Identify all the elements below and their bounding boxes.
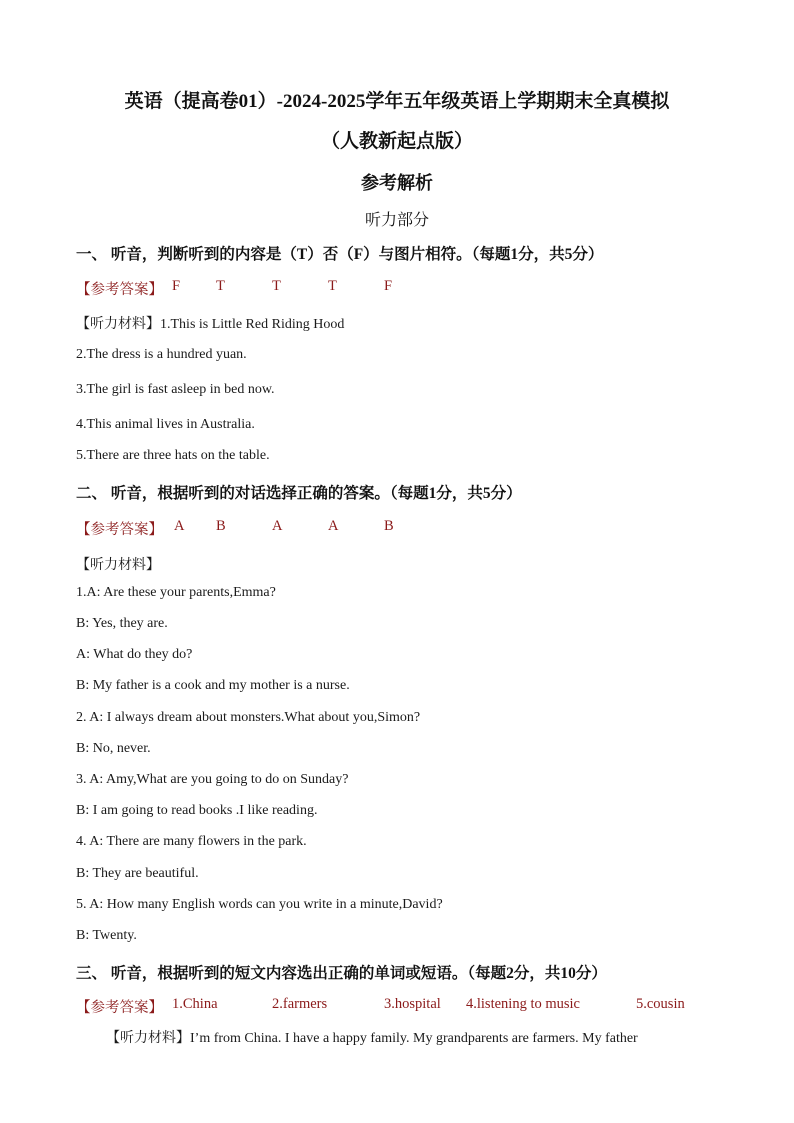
answer-label: 【参考答案】 [76, 522, 163, 538]
answer-item: A [272, 518, 283, 534]
answer-item: F [384, 278, 393, 294]
answer-item: 3.hospital [384, 996, 441, 1012]
dialogue-line: B: My father is a cook and my mother is a nurse. [76, 678, 350, 693]
section-1-answer-row [76, 278, 476, 298]
answer-label: 【参考答案】 [76, 1000, 163, 1016]
section-2-title: 二、 听音，根据听到的对话选择正确的答案。（每题1分，共5分） [76, 485, 522, 502]
listening-material-line: 4.This animal lives in Australia. [76, 417, 255, 432]
answer-item: F [172, 278, 181, 294]
dialogue-line: B: Twenty. [76, 928, 137, 943]
section-3-title: 三、 听音，根据听到的短文内容选出正确的单词或短语。（每题2分，共10分） [76, 965, 607, 982]
listening-material-line [76, 313, 344, 333]
dialogue-line: B: They are beautiful. [76, 866, 199, 881]
document-title: 英语（提高卷01）-2024-2025学年五年级英语上学期期末全真模拟 [124, 91, 670, 112]
answer-item: A [174, 518, 185, 534]
answer-item: 1.China [172, 996, 218, 1012]
material-text: I’m from China. I have a happy family. My grandparents are farmers. My father [190, 1031, 638, 1046]
answer-item: A [328, 518, 339, 534]
material-label: 【听力材料】 [76, 558, 160, 573]
dialogue-line: A: What do they do? [76, 647, 193, 662]
material-text: 1.This is Little Red Riding Hood [160, 317, 345, 332]
dialogue-line: 2. A: I always dream about monsters.What about you,Simon? [76, 710, 421, 725]
listening-material-line: 3.The girl is fast asleep in bed now. [76, 382, 275, 397]
listening-material-line: 5.There are three hats on the table. [76, 448, 270, 463]
dialogue-line: B: Yes, they are. [76, 616, 168, 631]
material-label: 【听力材料】 [76, 317, 160, 332]
dialogue-line: 3. A: Amy,What are you going to do on Sunday? [76, 772, 349, 787]
answer-item: T [272, 278, 281, 294]
answer-item: T [216, 278, 225, 294]
answer-item: B [384, 518, 394, 534]
answer-item: T [328, 278, 337, 294]
dialogue-line: B: I am going to read books .I like reading. [76, 803, 318, 818]
dialogue-line: 1.A: Are these your parents,Emma? [76, 585, 276, 600]
dialogue-line: 4. A: There are many flowers in the park. [76, 834, 307, 849]
dialogue-line: B: No, never. [76, 741, 151, 756]
document-subtitle: （人教新起点版） [320, 131, 473, 152]
listening-material-paragraph [106, 1027, 638, 1047]
section-1-title: 一、 听音，判断听到的内容是（T）否（F）与图片相符。（每题1分，共5分） [76, 246, 604, 263]
answer-label: 【参考答案】 [76, 282, 163, 298]
material-label: 【听力材料】 [106, 1031, 190, 1046]
answer-item: B [216, 518, 226, 534]
answer-item: 2.farmers [272, 996, 328, 1012]
dialogue-line: 5. A: How many English words can you write in a minute,David? [76, 897, 443, 912]
listening-part-label: 听力部分 [364, 212, 429, 229]
answer-item: 5.cousin [636, 996, 685, 1012]
answer-key-heading: 参考解析 [361, 173, 433, 193]
answer-item: 4.listening to music [466, 996, 580, 1012]
section-2-answer-row [76, 518, 476, 538]
listening-material-line: 2.The dress is a hundred yuan. [76, 347, 247, 362]
section-3-answer-row [76, 996, 716, 1016]
